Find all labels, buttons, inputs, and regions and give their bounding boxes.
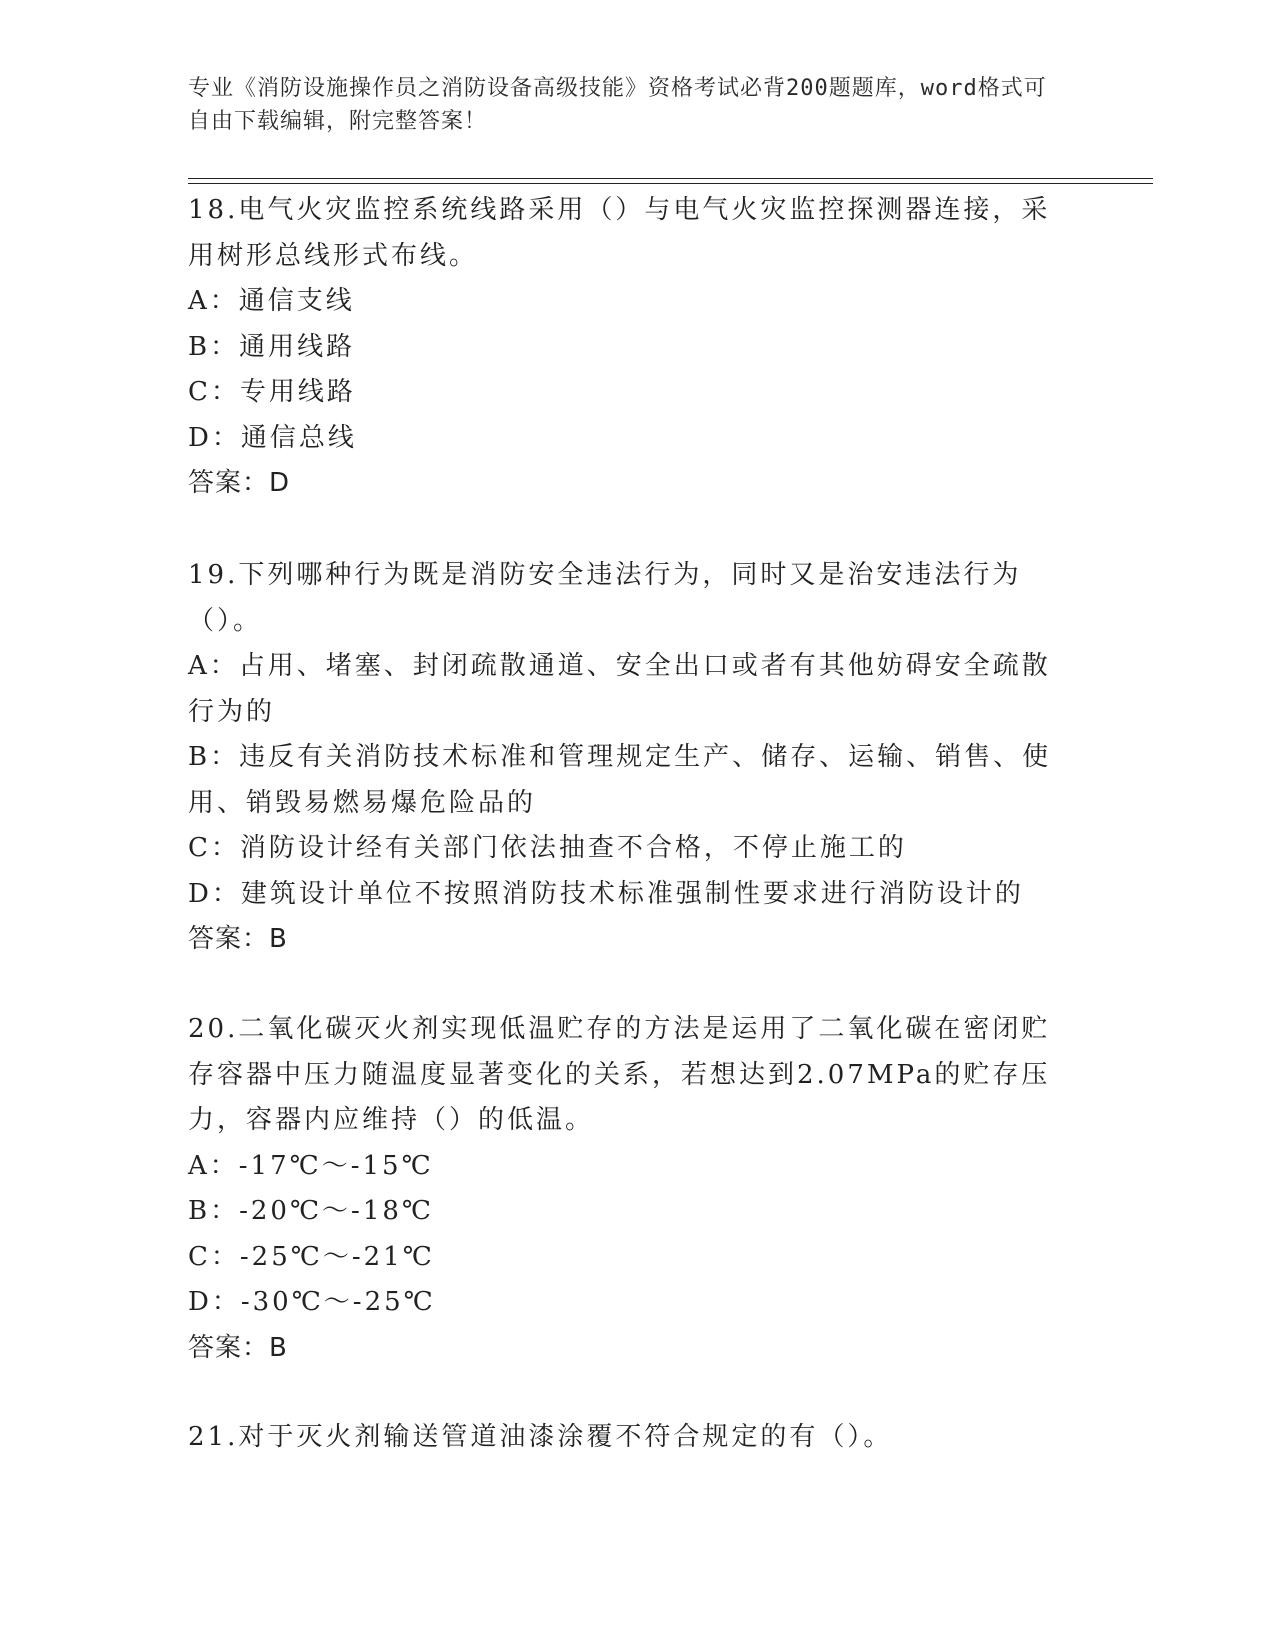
option-b: B：违反有关消防技术标准和管理规定生产、储存、运输、销售、使用、销毁易燃易爆危险品的 (188, 742, 1052, 818)
answer: 答案：D (188, 468, 291, 498)
option-c: C：专用线路 (188, 377, 356, 407)
option-d: D：通信总线 (188, 422, 357, 453)
question-20 (188, 1007, 1068, 1371)
question-text: 20.二氧化碳灭火剂实现低温贮存的方法是运用了二氧化碳在密闭贮存容器中压力随温度显著变化的关系，若想达到2.07MPa的贮存压力，容器内应维持（）的低温。 (188, 1014, 1051, 1135)
question-18 (188, 188, 1068, 507)
option-a: A：通信支线 (188, 286, 355, 316)
option-b: B：-20℃～-18℃ (188, 1196, 435, 1226)
option-c: C：消防设计经有关部门依法抽查不合格，不停止施工的 (188, 833, 907, 863)
option-a: A：占用、堵塞、封闭疏散通道、安全出口或者有其他妨碍安全疏散行为的 (188, 651, 1051, 727)
option-c: C：-25℃～-21℃ (188, 1241, 435, 1272)
answer: 答案：B (188, 924, 288, 954)
header-divider (188, 178, 1153, 179)
question-text: 21.对于灭火剂输送管道油漆涂覆不符合规定的有（）。 (188, 1422, 893, 1452)
option-a: A：-17℃～-15℃ (188, 1150, 434, 1181)
question-21 (188, 1415, 1068, 1461)
answer: 答案：B (188, 1332, 288, 1363)
question-19 (188, 553, 1068, 963)
question-text: 19.下列哪种行为既是消防安全违法行为，同时又是治安违法行为（）。 (188, 560, 1022, 636)
option-d: D：-30℃～-25℃ (188, 1287, 436, 1317)
question-text: 18.电气火灾监控系统线路采用（）与电气火灾监控探测器连接，采用树形总线形式布线。 (188, 195, 1051, 271)
option-d: D：建筑设计单位不按照消防技术标准强制性要求进行消防设计的 (188, 878, 1024, 909)
header-divider-second (188, 183, 1153, 184)
option-b: B：通用线路 (188, 331, 356, 362)
document-header: 专业《消防设施操作员之消防设备高级技能》资格考试必背200题题库，word格式可自由下载编辑，附完整答案！ (188, 76, 1047, 134)
